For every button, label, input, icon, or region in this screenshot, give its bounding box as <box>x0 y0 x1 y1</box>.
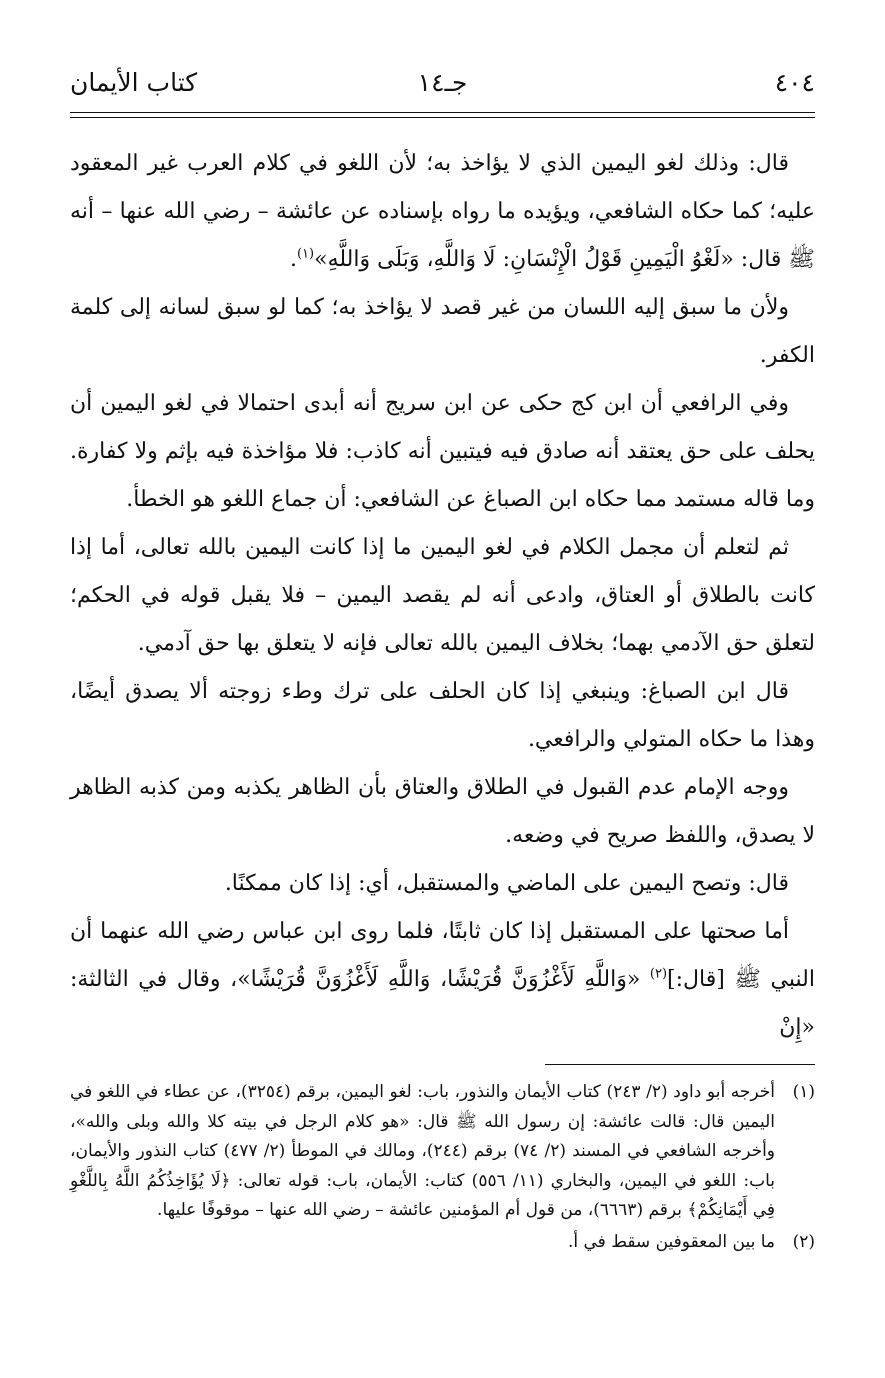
page-number: ٤٠٤ <box>774 68 815 97</box>
footnote-2 <box>70 1228 815 1258</box>
footnotes <box>70 1078 815 1259</box>
paragraph-2: ولأن ما سبق إليه اللسان من غير قصد لا يؤاخذ به؛ كما لو سبق لسانه إلى كلمة الكفر. <box>70 295 815 368</box>
footnote-2-text: ما بين المعقوفين سقط في أ. <box>567 1231 775 1252</box>
footnote-1-number: (١) <box>792 1082 815 1102</box>
paragraph-1-text: قال: وذلك لغو اليمين الذي لا يؤاخذ به؛ لأن اللغو في كلام العرب غير المعقود عليه؛ كما حكاه الشافعي، ويؤيده ما رواه بإسناده عن عائشة – رضي الله عنها – أنه ﷺ قال: «لَغْوُ الْيَمِينِ قَوْلُ الْإِنْسَانِ: لَا وَاللَّهِ، وَبَلَى وَاللَّهِ» <box>70 151 815 272</box>
volume-label: جـ١٤ <box>417 68 468 97</box>
paragraph-8-text-b: «وَاللَّهِ لَأَغْزُوَنَّ قُرَيْشًا، وَاللَّهِ لَأَغْزُوَنَّ قُرَيْشًا»، وقال في الثالثة: «إِنْ <box>70 967 815 1040</box>
header-rule-bottom <box>70 117 815 118</box>
paragraph-1 <box>70 140 815 284</box>
footnote-separator <box>545 1064 815 1065</box>
paragraph-6: ووجه الإمام عدم القبول في الطلاق والعتاق بأن الظاهر يكذبه ومن كذبه الظاهر لا يصدق، واللفظ صريح في وضعه. <box>70 775 815 848</box>
book-title: كتاب الأيمان <box>70 68 198 97</box>
page-header <box>70 66 815 106</box>
paragraph-5: قال ابن الصباغ: وينبغي إذا كان الحلف على ترك وطء زوجته ألا يصدق أيضًا، وهذا ما حكاه المتولي والرافعي. <box>70 679 815 752</box>
paragraph-8 <box>70 908 815 1052</box>
footnote-ref-2: (٢) <box>649 966 668 982</box>
header-rule-top <box>70 112 815 113</box>
paragraph-1-end: . <box>289 247 297 272</box>
main-text <box>70 140 815 1052</box>
paragraph-7: قال: وتصح اليمين على الماضي والمستقبل، أي: إذا كان ممكنًا. <box>224 871 789 896</box>
footnote-1 <box>70 1078 815 1226</box>
paragraph-3: وفي الرافعي أن ابن كج حكى عن ابن سريج أنه أبدى احتمالا في لغو اليمين أن يحلف على حق يعتقد أنه صادق فيه فيتبين أنه كاذب: فلا مؤاخذة فيه بإثم ولا كفارة. وما قاله مستمد مما حكاه ابن الصباغ عن الشافعي: أن جماع اللغو هو الخطأ. <box>70 391 815 512</box>
footnote-1-text: أخرجه أبو داود (٢/ ٢٤٣) كتاب الأيمان والنذور، باب: لغو اليمين، برقم (٣٢٥٤)، عن عطاء في اللغو في اليمين قال: قالت عائشة: إن رسول الله ﷺ قال: «هو كلام الرجل في بيته كلا والله وبلى والله»، وأخرجه الشافعي في المسند (٢/ ٧٤) برقم (٢٤٤)، ومالك في الموطأ (٢/ ٤٧٧) كتاب النذور والأيمان، باب: اللغو في اليمين، والبخاري (١١/ ٥٥٦) كتاب: الأيمان، باب: قوله تعالى: ﴿لَا يُؤَاخِذُكُمُ اللَّهُ بِاللَّغْوِ فِي أَيْمَانِكُمْ﴾ برقم (٦٦٦٣)، من قول أم المؤمنين عائشة – رضي الله عنها – موقوفًا عليها. <box>70 1082 776 1220</box>
paragraph-4: ثم لتعلم أن مجمل الكلام في لغو اليمين ما إذا كانت اليمين بالله تعالى، أما إذا كانت بالطلاق أو العتاق، وادعى أنه لم يقصد اليمين – فلا يقبل قوله في الحكم؛ لتعلق حق الآدمي بهما؛ بخلاف اليمين بالله تعالى فإنه لا يتعلق بها حق آدمي. <box>70 535 815 656</box>
footnote-2-number: (٢) <box>792 1231 815 1252</box>
footnote-ref-1: (١) <box>296 246 315 262</box>
paragraph-8-text-a: أما صحتها على المستقبل إذا كان ثابتًا، فلما روى ابن عباس رضي الله عنهما أن النبي ﷺ [قال:] <box>70 919 815 992</box>
